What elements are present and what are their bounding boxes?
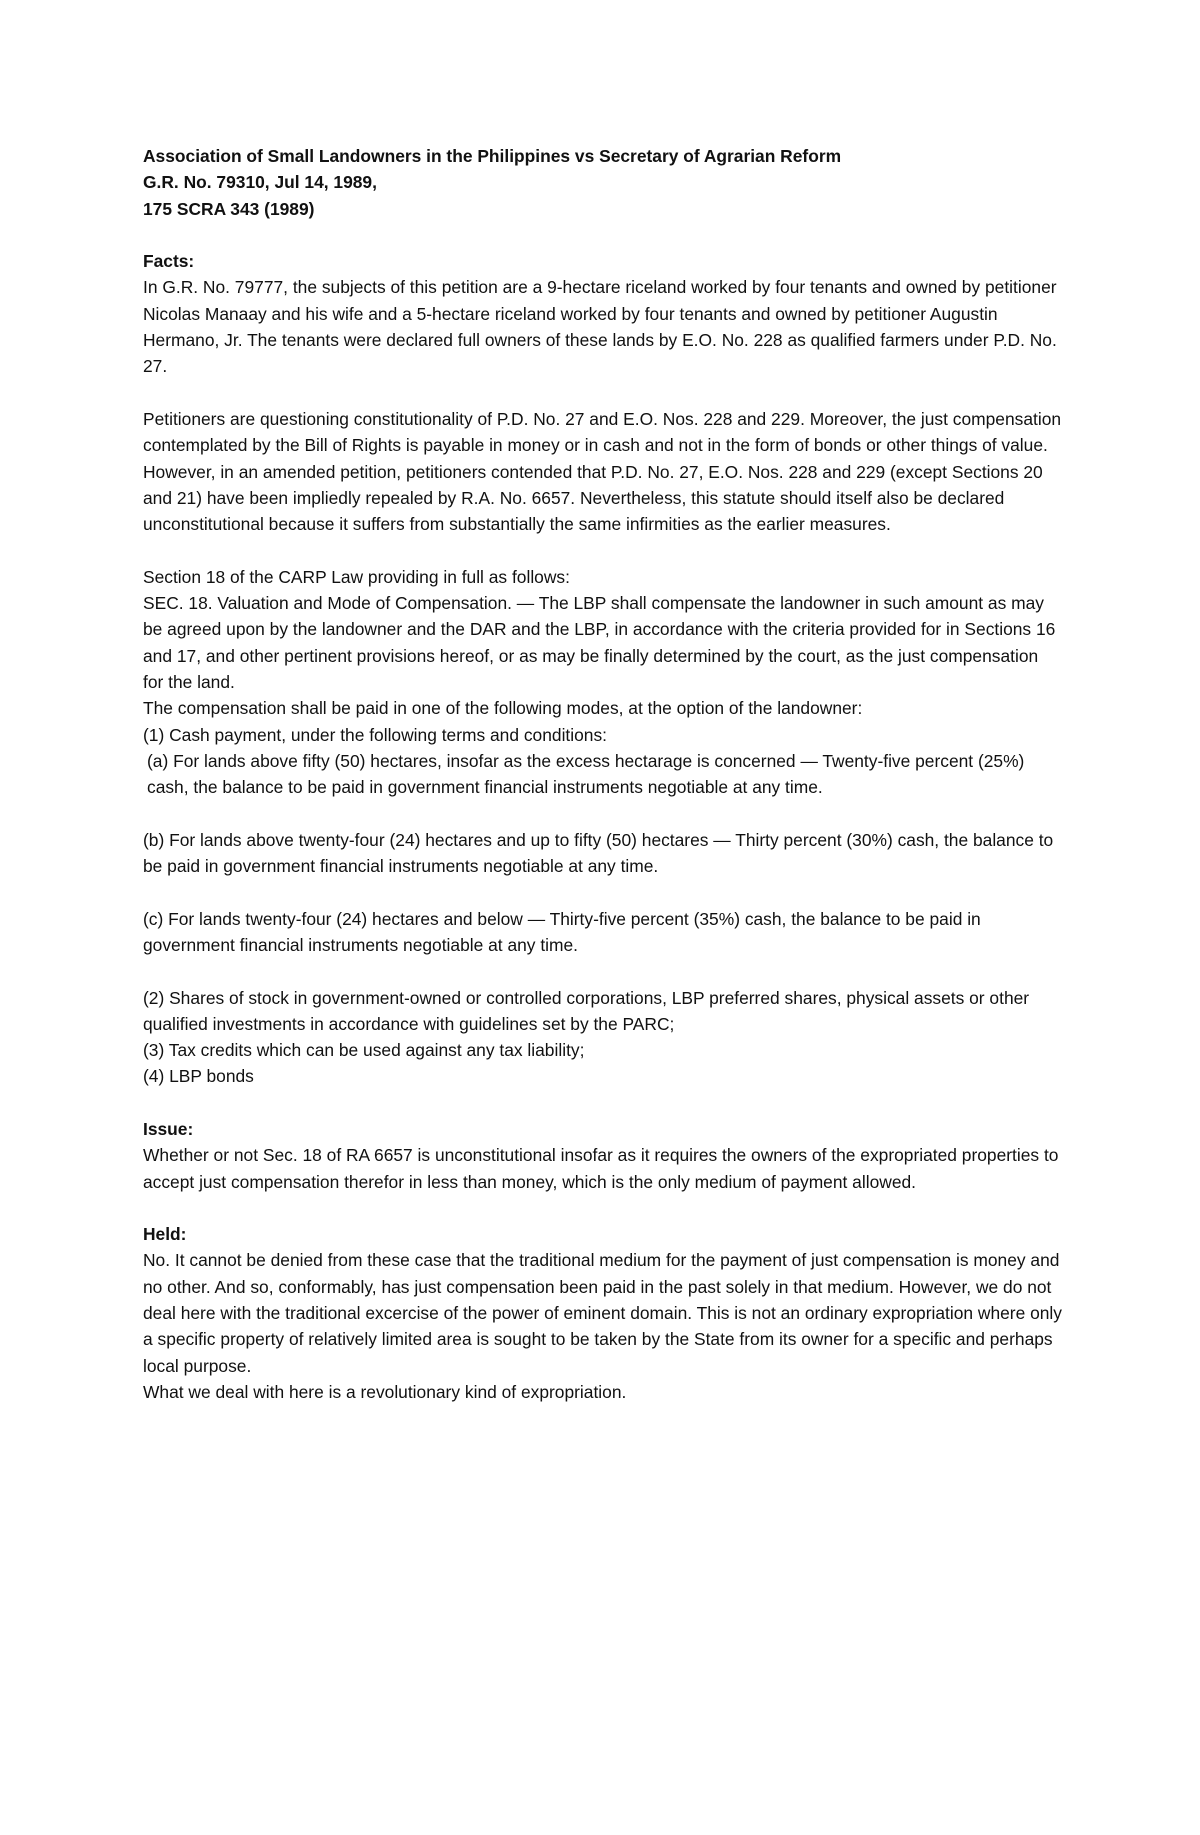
spacer [143,222,1063,248]
mode-1b: (b) For lands above twenty-four (24) hectares and up to fifty (50) hectares — Thirty percent (30%) cash, the balance to be paid in government financial instruments negotiable at any time. [143,829,1054,877]
mode-4-lbp-bonds: (4) LBP bonds [143,1066,254,1087]
held-text: No. It cannot be denied from these case that the traditional medium for the payment of just compensation is money and no other. And so, conformably, has just compensation been paid in the past solely in that medium. However, we do not deal here with the traditional excercise of the power of eminent domain. This is not an ordinary expropriation where only a specific property of relatively limited area is sought to be taken by the State from its owner for a specific and perhaps local purpose. [143,1250,1062,1376]
mode-2-shares: (2) Shares of stock in government-owned or controlled corporations, LBP preferred shares, physical assets or other qualified investments in accordance with guidelines set by the PARC; [143,987,1030,1034]
scra-citation: 175 SCRA 343 (1989) [143,198,315,219]
section-18-text: SEC. 18. Valuation and Mode of Compensation. — The LBP shall compensate the landowner in such amount as may be agreed upon by the landowner and the DAR and the LBP, in accordance with the criteria provided for in Sections 16 and 17, and other pertinent provisions hereof, or as may be finally determined by the court, as the just compensation for the land. [143,593,1056,692]
spacer [143,537,1063,563]
spacer [143,958,1063,984]
gr-number: G.R. No. 79310, Jul 14, 1989, [143,172,377,193]
spacer [143,1195,1063,1221]
spacer [143,380,1063,406]
compensation-modes-intro: The compensation shall be paid in one of the following modes, at the option of the landowner: [143,698,863,719]
spacer [143,1090,1063,1116]
facts-paragraph-1: In G.R. No. 79777, the subjects of this petition are a 9-hectare riceland worked by four tenants and owned by petitioner Nicolas Manaay and his wife and a 5-hectare riceland worked by four tenants and owned by petitioner Augustin Hermano, Jr. The tenants were declared full owners of these lands by E.O. No. 228 as qualified farmers under P.D. No. 27. [143,277,1057,377]
issue-text: Whether or not Sec. 18 of RA 6657 is unconstitutional insofar as it requires the owners of the expropriated properties to accept just compensation therefor in less than money, which is the only medium of payment allowed. [143,1145,1059,1192]
document-page [143,143,1063,1405]
issue-heading: Issue: [143,1118,194,1139]
held-heading: Held: [143,1224,187,1245]
facts-heading: Facts: [143,251,195,272]
section-18-intro: Section 18 of the CARP Law providing in full as follows: [143,566,570,587]
mode-1a: (a) For lands above fifty (50) hectares, insofar as the excess hectarage is concerned — Twenty-five percent (25%) cash, the balance to be paid in government financial instruments negotiable at any time. [147,750,1025,798]
mode-1c: (c) For lands twenty-four (24) hectares and below — Thirty-five percent (35%) cash, the balance to be paid in government financial instruments negotiable at any time. [143,908,981,955]
mode-1-cash-payment: (1) Cash payment, under the following terms and conditions: [143,724,607,745]
held-closing: What we deal with here is a revolutionary kind of expropriation. [143,1381,627,1402]
facts-paragraph-2: Petitioners are questioning constitutionality of P.D. No. 27 and E.O. Nos. 228 and 229. Moreover, the just compensation contemplated by the Bill of Rights is payable in money or in cash and not in the form of bonds or other things of value. However, in an amended petition, petitioners contended that P.D. No. 27, E.O. Nos. 228 and 229 (except Sections 20 and 21) have been impliedly repealed by R.A. No. 6657. Nevertheless, this statute should itself also be declared unconstitutional because it suffers from substantially the same infirmities as the earlier measures. [143,408,1062,535]
spacer [143,879,1063,905]
mode-3-tax-credits: (3) Tax credits which can be used against any tax liability; [143,1040,585,1061]
case-title: Association of Small Landowners in the Philippines vs Secretary of Agrarian Reform [143,146,842,166]
spacer [143,800,1063,826]
